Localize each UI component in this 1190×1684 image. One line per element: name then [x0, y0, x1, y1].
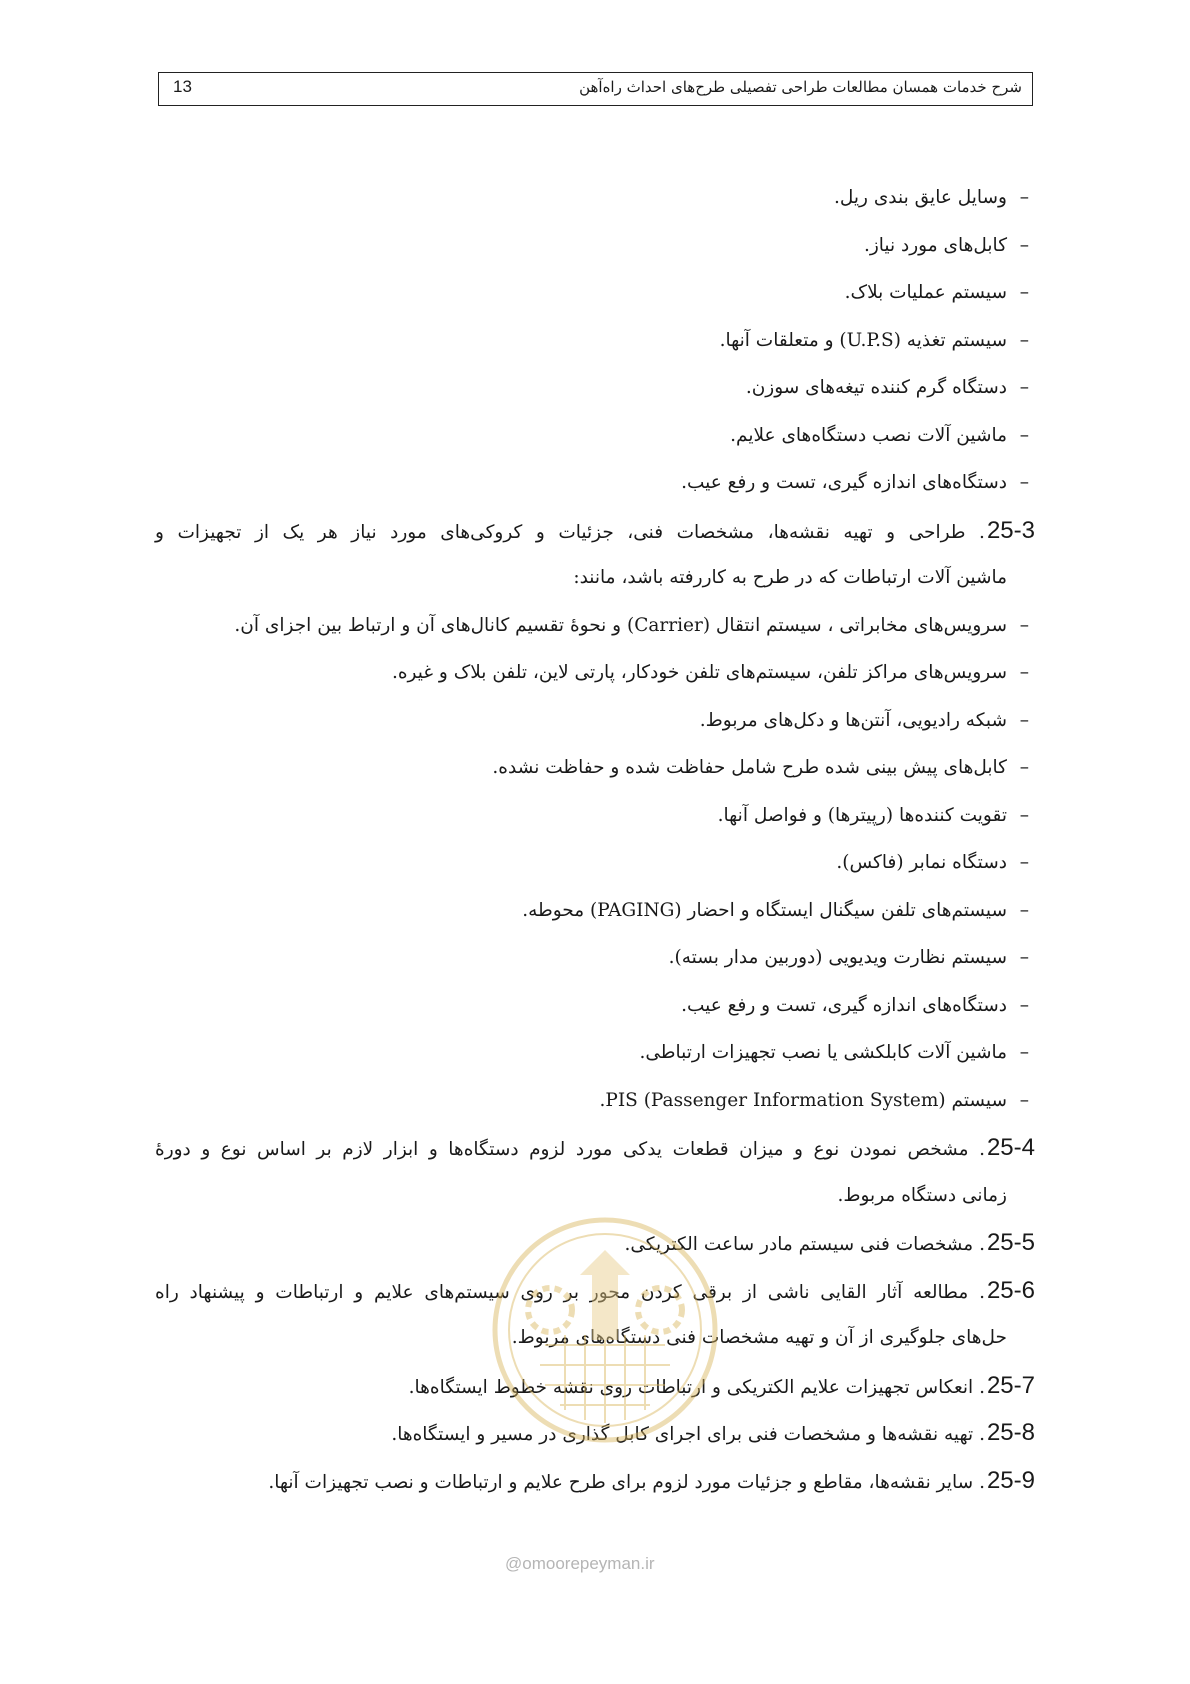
section-number: 25-3 [986, 516, 1035, 544]
list-item: –ماشین آلات نصب دستگاه‌های علایم. [730, 424, 1029, 446]
list-item: –دستگاه‌های اندازه گیری، تست و رفع عیب. [681, 472, 1029, 493]
list-item: –سرویس‌های مخابراتی ، سیستم انتقال (Carrier) و نحوهٔ تقسیم کانال‌های آن و ارتباط بین اجزای آن. [234, 614, 1029, 636]
section-25-3: 25-3. طراحی و تهیه نقشه‌ها، مشخصات فنی، جزئیات و کروکی‌های مورد نیاز هر یک از تجهیزات و [155, 516, 1035, 544]
list-item: –سیستم‌های تلفن سیگنال ایستگاه و احضار (PAGING) محوطه. [522, 899, 1029, 921]
document-title: شرح خدمات همسان مطالعات طراحی تفصیلی طرح‌های احداث راه‌آهن [579, 78, 1022, 96]
list-item: –وسایل عایق بندی ریل. [833, 187, 1029, 208]
section-25-3-continued: ماشین آلات ارتباطات که در طرح به کاررفته باشد، مانند: [573, 567, 1007, 588]
section-number: 25-9 [986, 1466, 1035, 1494]
section-25-4-continued: زمانی دستگاه مربوط. [837, 1184, 1007, 1206]
page-number: 13 [173, 77, 192, 96]
list-item: –تقویت کننده‌ها (رپیترها) و فواصل آنها. [717, 804, 1029, 826]
watermark-seal-icon [490, 1215, 720, 1445]
section-number: 25-7 [986, 1371, 1035, 1399]
list-item: –دستگاه گرم کننده تیغه‌های سوزن. [745, 377, 1029, 398]
list-item: –سیستم تغذیه (U.P.S) و متعلقات آنها. [719, 329, 1029, 351]
section-number: 25-5 [986, 1229, 1035, 1256]
list-item: –کابل‌های مورد نیاز. [863, 234, 1029, 256]
list-item: –سیستم نظارت ویدیویی (دوربین مدار بسته). [668, 947, 1029, 968]
section-25-5: 25-5. مشخصات فنی سیستم مادر ساعت الکتریکی. [624, 1229, 1035, 1256]
section-25-6: 25-6. مطالعه آثار القایی ناشی از برقی کردن محور بر روی سیستم‌های علایم و ارتباطات و پیشنهاد راه [155, 1276, 1035, 1304]
list-item: –سیستم PIS (Passenger Information System). [599, 1089, 1029, 1111]
section-number: 25-6 [986, 1276, 1035, 1304]
list-item: –ماشین آلات کابلکشی یا نصب تجهیزات ارتباطی. [639, 1042, 1029, 1063]
list-item: –دستگاه‌های اندازه گیری، تست و رفع عیب. [681, 994, 1029, 1016]
list-item: –کابل‌های پیش بینی شده طرح شامل حفاظت شده و حفاظت نشده. [492, 757, 1029, 778]
list-item: –دستگاه نمابر (فاکس). [836, 852, 1029, 873]
list-item: –سرویس‌های مراکز تلفن، سیستم‌های تلفن خودکار، پارتی لاین، تلفن بلاک و غیره. [391, 662, 1029, 683]
page-header [158, 72, 1033, 106]
list-item: –شبکه رادیویی، آنتن‌ها و دکل‌های مربوط. [699, 709, 1029, 731]
section-25-4: 25-4. مشخص نمودن نوع و میزان قطعات یدکی مورد لزوم دستگاه‌ها و ابزار لازم بر اساس نوع و دورهٔ [155, 1134, 1035, 1161]
section-number: 25-4 [986, 1134, 1035, 1161]
section-25-6-continued: حل‌های جلوگیری از آن و تهیه مشخصات فنی دستگاه‌های مربوط. [511, 1327, 1007, 1348]
section-number: 25-8 [986, 1419, 1035, 1446]
section-25-8: 25-8. تهیه نقشه‌ها و مشخصات فنی برای اجرای کابل گذاری در مسیر و ایستگاه‌ها. [391, 1419, 1035, 1446]
list-item: –سیستم عملیات بلاک. [844, 282, 1029, 303]
section-25-7: 25-7. انعکاس تجهیزات علایم الکتریکی و ارتباطات روی نقشه خطوط ایستگاه‌ها. [408, 1371, 1035, 1399]
section-25-9: 25-9. سایر نقشه‌ها، مقاطع و جزئیات مورد لزوم برای طرح علایم و ارتباطات و نصب تجهیزات آنها. [268, 1466, 1035, 1494]
website-watermark: @omoorepeyman.ir [505, 1554, 655, 1573]
